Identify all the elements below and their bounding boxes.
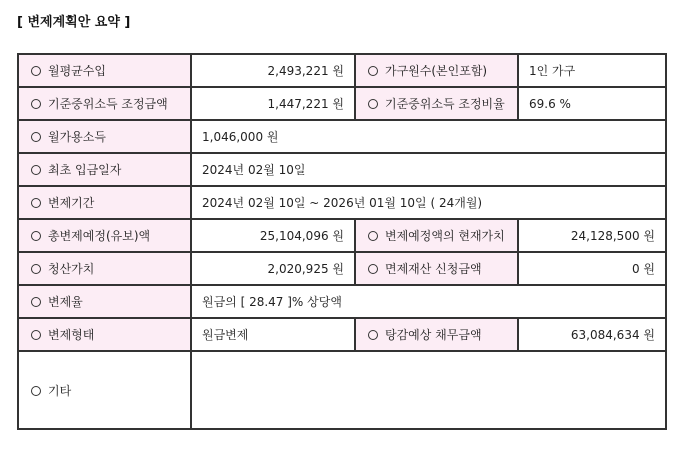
repayment-rate-value: 원금의 [ 28.47 ]% 상당액 (191, 285, 666, 318)
table-row (18, 252, 666, 285)
first-payment-value: 2024년 02월 10일 (191, 153, 666, 186)
disposable-income-value: 1,046,000 원 (191, 120, 666, 153)
repayment-type-value: 원금변제 (191, 318, 355, 351)
present-value-label: 변제예정액의 현재가치 (385, 229, 505, 243)
label-cell (18, 285, 191, 318)
label-cell (18, 186, 191, 219)
circle-bullet-icon (31, 386, 41, 396)
disposable-income-label: 월가용소득 (48, 130, 106, 144)
label-cell (18, 351, 191, 429)
period-label: 변제기간 (48, 196, 95, 210)
circle-bullet-icon (31, 165, 41, 175)
liquidation-value-value: 2,020,925 원 (191, 252, 355, 285)
circle-bullet-icon (368, 231, 378, 241)
circle-bullet-icon (31, 231, 41, 241)
first-payment-label: 최초 입금일자 (48, 163, 122, 177)
circle-bullet-icon (31, 297, 41, 307)
page-title: [ 변제계획안 요약 ] (17, 15, 131, 30)
liquidation-value-label: 청산가치 (48, 262, 95, 276)
label-cell (18, 153, 191, 186)
household-label: 가구원수(본인포함) (385, 64, 488, 78)
household-value: 1인 가구 (518, 54, 666, 87)
circle-bullet-icon (31, 264, 41, 274)
table-row (18, 219, 666, 252)
label-cell (18, 219, 191, 252)
repayment-summary-table (17, 53, 667, 430)
circle-bullet-icon (31, 330, 41, 340)
table-row (18, 351, 666, 429)
circle-bullet-icon (31, 66, 41, 76)
circle-bullet-icon (368, 66, 378, 76)
other-label: 기타 (48, 383, 72, 398)
label-cell (18, 120, 191, 153)
label-cell (18, 87, 191, 120)
period-value: 2024년 02월 10일 ~ 2026년 01월 10일 ( 24개월) (191, 186, 666, 219)
table-row (18, 54, 666, 87)
circle-bullet-icon (31, 132, 41, 142)
circle-bullet-icon (31, 198, 41, 208)
total-planned-value: 25,104,096 원 (191, 219, 355, 252)
repayment-type-label: 변제형태 (48, 328, 95, 342)
circle-bullet-icon (31, 99, 41, 109)
table-row (18, 318, 666, 351)
table-row (18, 153, 666, 186)
label-cell (355, 87, 518, 120)
monthly-income-value: 2,493,221 원 (191, 54, 355, 87)
circle-bullet-icon (368, 264, 378, 274)
label-cell (18, 54, 191, 87)
label-cell (355, 219, 518, 252)
circle-bullet-icon (368, 99, 378, 109)
debt-amount-label: 탕감예상 채무금액 (385, 328, 482, 342)
living-ratio-value: 69.6 % (518, 87, 666, 120)
exempt-property-label: 면제재산 신청금액 (385, 262, 482, 276)
circle-bullet-icon (368, 330, 378, 340)
table-row (18, 186, 666, 219)
label-cell (355, 252, 518, 285)
label-cell (355, 318, 518, 351)
living-cost-value: 1,447,221 원 (191, 87, 355, 120)
label-cell (18, 318, 191, 351)
monthly-income-label: 월평균수입 (48, 64, 106, 78)
present-value-value: 24,128,500 원 (518, 219, 666, 252)
table-row (18, 87, 666, 120)
table-row (18, 285, 666, 318)
table-row (18, 120, 666, 153)
debt-amount-value: 63,084,634 원 (518, 318, 666, 351)
repayment-rate-label: 변제율 (48, 295, 83, 309)
label-cell (355, 54, 518, 87)
living-cost-label: 기준중위소득 조정금액 (48, 97, 168, 111)
other-value (191, 351, 666, 429)
living-ratio-label: 기준중위소득 조정비율 (385, 97, 505, 111)
exempt-property-value: 0 원 (518, 252, 666, 285)
label-cell (18, 252, 191, 285)
total-planned-label: 총변제예정(유보)액 (48, 229, 151, 243)
